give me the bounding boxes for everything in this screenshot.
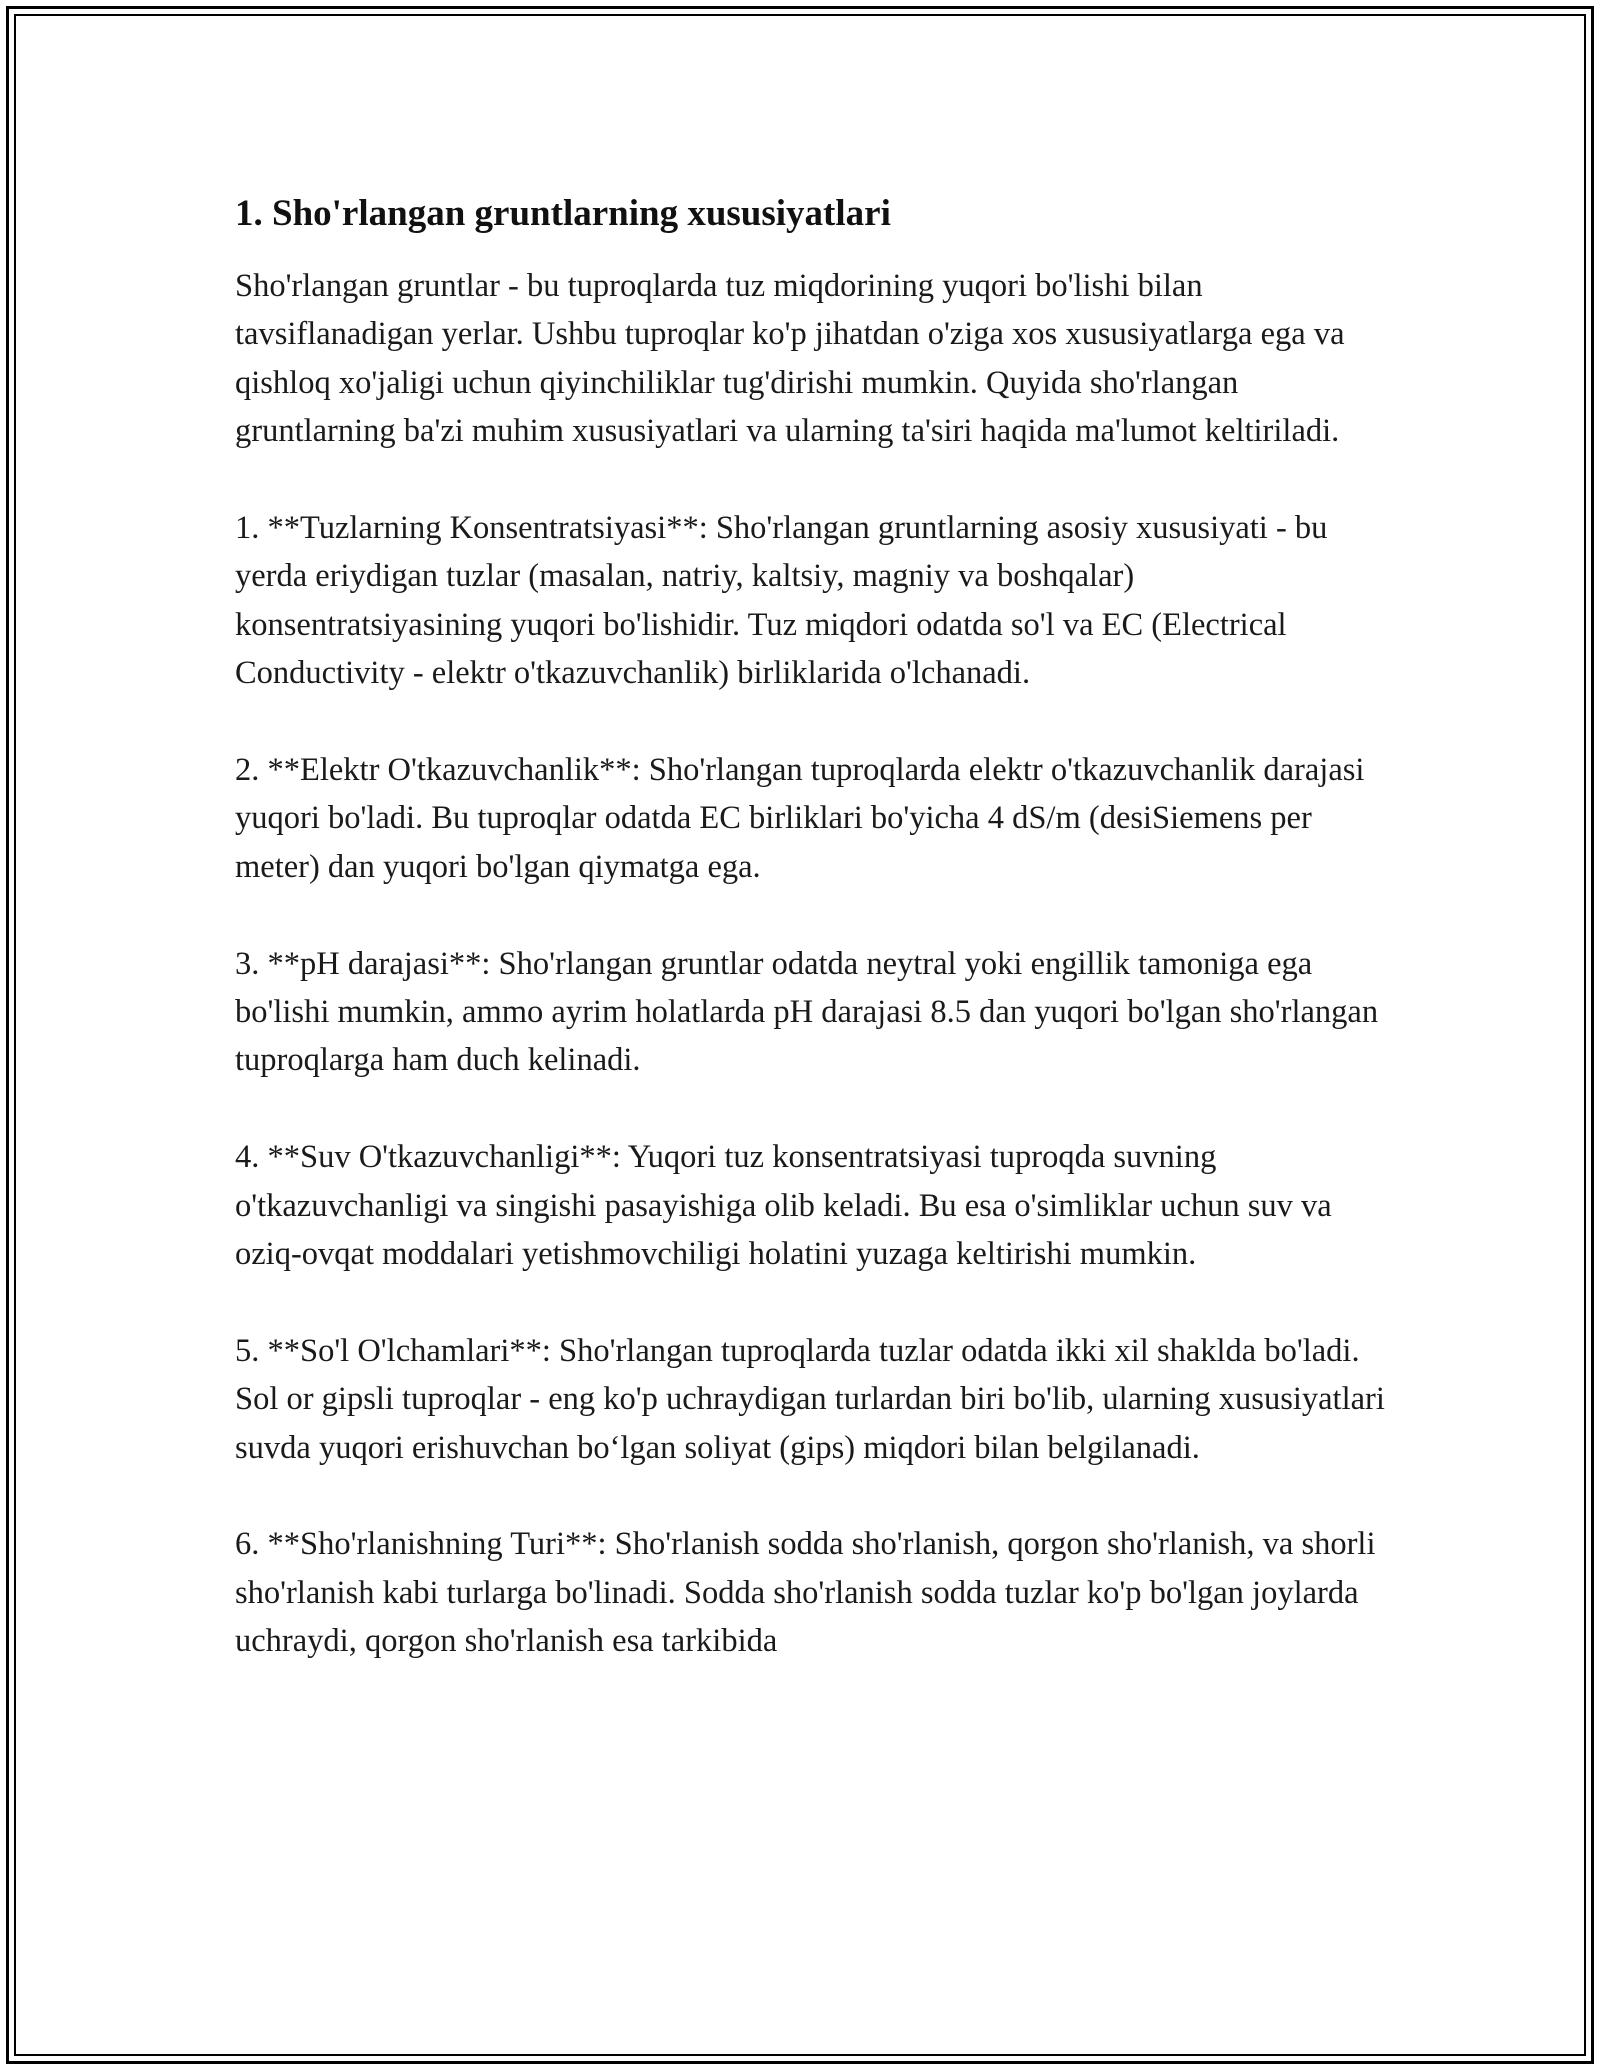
paragraph-item-1: 1. **Tuzlarning Konsentratsiyasi**: Sho'rlangan gruntlarning asosiy xususiyati - bu yerda eriydigan tuzlar (masalan, natriy, kaltsiy, magniy va boshqalar) konsentratsiyasining yuqori bo'lishidir. Tuz miqdori odatda so'l va EC (Electrical Conductivity - elektr o'tkazuvchanlik) birliklarida o'lchanadi. — [235, 510, 1328, 692]
paragraph-intro: Sho'rlangan gruntlar - bu tuproqlarda tuz miqdorining yuqori bo'lishi bilan tavsiflanadigan yerlar. Ushbu tuproqlar ko'p jihatdan o'ziga xos xususiyatlarga ega va qishloq xo'jaligi uchun qiyinchiliklar tug'dirishi mumkin. Quyida sho'rlangan gruntlarning ba'zi muhim xususiyatlari va ularning ta'siri haqida ma'lumot keltiriladi. — [235, 268, 1345, 450]
paragraph-item-5: 5. **So'l O'lchamlari**: Sho'rlangan tuproqlarda tuzlar odatda ikki xil shaklda bo'ladi. Sol or gipsli tuproqlar - eng ko'p uchraydigan turlardan biri bo'lib, ularning xususiyatlari suvda yuqori erishuvchan bo‘lgan soliyat (gips) miqdori bilan belgilanadi. — [235, 1332, 1385, 1466]
paragraph-item-4: 4. **Suv O'tkazuvchanligi**: Yuqori tuz konsentratsiyasi tuproqda suvning o'tkazuvchanligi va singishi pasayishiga olib keladi. Bu esa o'simliklar uchun suv va oziq-ovqat moddalari yetishmovchiligi holatini yuzaga keltirishi mumkin. — [235, 1139, 1332, 1273]
paragraph-item-2: 2. **Elektr O'tkazuvchanlik**: Sho'rlangan tuproqlarda elektr o'tkazuvchanlik darajasi yuqori bo'ladi. Bu tuproqlar odatda EC birliklari bo'yicha 4 dS/m (desiSiemens per meter) dan yuqori bo'lgan qiymatga ega. — [235, 752, 1365, 885]
paragraph-item-3: 3. **pH darajasi**: Sho'rlangan gruntlar odatda neytral yoki engillik tamoniga ega bo'lishi mumkin, ammo ayrim holatlarda pH darajasi 8.5 dan yuqori bo'lgan sho'rlangan tuproqlarga ham duch kelinadi. — [235, 945, 1379, 1079]
document-body — [235, 188, 1385, 1714]
section-title: 1. Sho'rlangan gruntlarning xususiyatlari — [235, 193, 891, 234]
paragraph-item-6: 6. **Sho'rlanishning Turi**: Sho'rlanish sodda sho'rlanish, qorgon sho'rlanish, va shorli sho'rlanish kabi turlarga bo'linadi. Sodda sho'rlanish sodda tuzlar ko'p bo'lgan joylarda uchraydi, qorgon sho'rlanish esa tarkibida — [235, 1526, 1376, 1660]
